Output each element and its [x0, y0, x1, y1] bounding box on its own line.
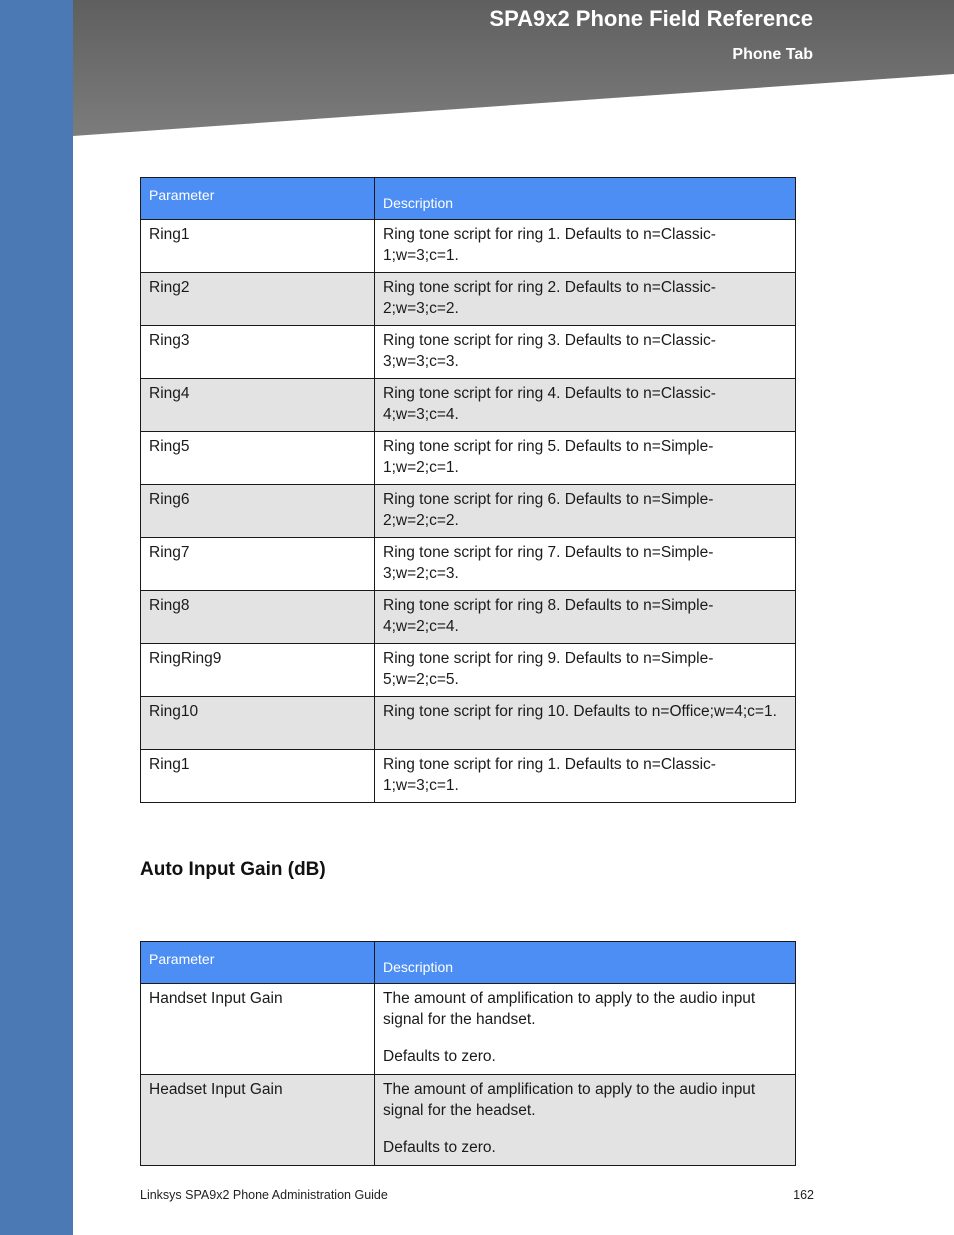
description-cell: Ring tone script for ring 10. Defaults to n=Office;w=4;c=1. [375, 697, 796, 750]
description-text: The amount of amplification to apply to the audio input signal for the headset. [383, 1081, 756, 1119]
default-value-text: Defaults to zero. [383, 1139, 496, 1156]
description-cell: Ring tone script for ring 9. Defaults to n=Simple-5;w=2;c=5. [375, 644, 796, 697]
description-cell [375, 1075, 796, 1166]
table-row [141, 750, 796, 803]
ring-tone-table [140, 177, 796, 803]
parameter-cell: Ring2 [141, 273, 375, 326]
table-row [141, 538, 796, 591]
parameter-cell: Ring10 [141, 697, 375, 750]
column-header-parameter: Parameter [141, 178, 375, 220]
description-cell [375, 984, 796, 1075]
table-row [141, 697, 796, 750]
footer-guide-name: Linksys SPA9x2 Phone Administration Guide [140, 1188, 388, 1202]
description-cell: Ring tone script for ring 1. Defaults to n=Classic-1;w=3;c=1. [375, 750, 796, 803]
table-row [141, 591, 796, 644]
parameter-cell: Ring8 [141, 591, 375, 644]
parameter-cell: Ring7 [141, 538, 375, 591]
default-value-text: Defaults to zero. [383, 1048, 496, 1065]
description-text: The amount of amplification to apply to the audio input signal for the handset. [383, 990, 756, 1028]
description-cell: Ring tone script for ring 4. Defaults to n=Classic-4;w=3;c=4. [375, 379, 796, 432]
parameter-cell: Handset Input Gain [141, 984, 375, 1075]
description-cell: Ring tone script for ring 8. Defaults to n=Simple-4;w=2;c=4. [375, 591, 796, 644]
table-row [141, 1075, 796, 1166]
document-title: SPA9x2 Phone Field Reference [489, 6, 813, 31]
description-cell: Ring tone script for ring 7. Defaults to n=Simple-3;w=2;c=3. [375, 538, 796, 591]
parameter-cell: RingRing9 [141, 644, 375, 697]
parameter-cell: Ring1 [141, 750, 375, 803]
document-subtitle: Phone Tab [732, 46, 813, 63]
table-row [141, 485, 796, 538]
table-row [141, 220, 796, 273]
parameter-cell: Ring3 [141, 326, 375, 379]
section-heading: Auto Input Gain (dB) [140, 859, 326, 880]
table-row [141, 379, 796, 432]
column-header-description: Description [375, 178, 796, 220]
footer-page-number: 162 [793, 1188, 814, 1202]
parameter-cell: Ring5 [141, 432, 375, 485]
column-header-description: Description [375, 942, 796, 984]
table-row [141, 432, 796, 485]
table-header-row [141, 942, 796, 984]
table-row [141, 273, 796, 326]
parameter-cell: Ring1 [141, 220, 375, 273]
table-header-row [141, 178, 796, 220]
parameter-cell: Headset Input Gain [141, 1075, 375, 1166]
table-row [141, 326, 796, 379]
description-cell: Ring tone script for ring 3. Defaults to n=Classic-3;w=3;c=3. [375, 326, 796, 379]
input-gain-table [140, 941, 796, 1166]
parameter-cell: Ring6 [141, 485, 375, 538]
description-cell: Ring tone script for ring 6. Defaults to n=Simple-2;w=2;c=2. [375, 485, 796, 538]
table-row [141, 644, 796, 697]
left-sidebar-band [0, 0, 73, 1235]
column-header-parameter: Parameter [141, 942, 375, 984]
description-cell: Ring tone script for ring 5. Defaults to n=Simple-1;w=2;c=1. [375, 432, 796, 485]
table-row [141, 984, 796, 1075]
description-cell: Ring tone script for ring 2. Defaults to n=Classic-2;w=3;c=2. [375, 273, 796, 326]
description-cell: Ring tone script for ring 1. Defaults to n=Classic-1;w=3;c=1. [375, 220, 796, 273]
parameter-cell: Ring4 [141, 379, 375, 432]
